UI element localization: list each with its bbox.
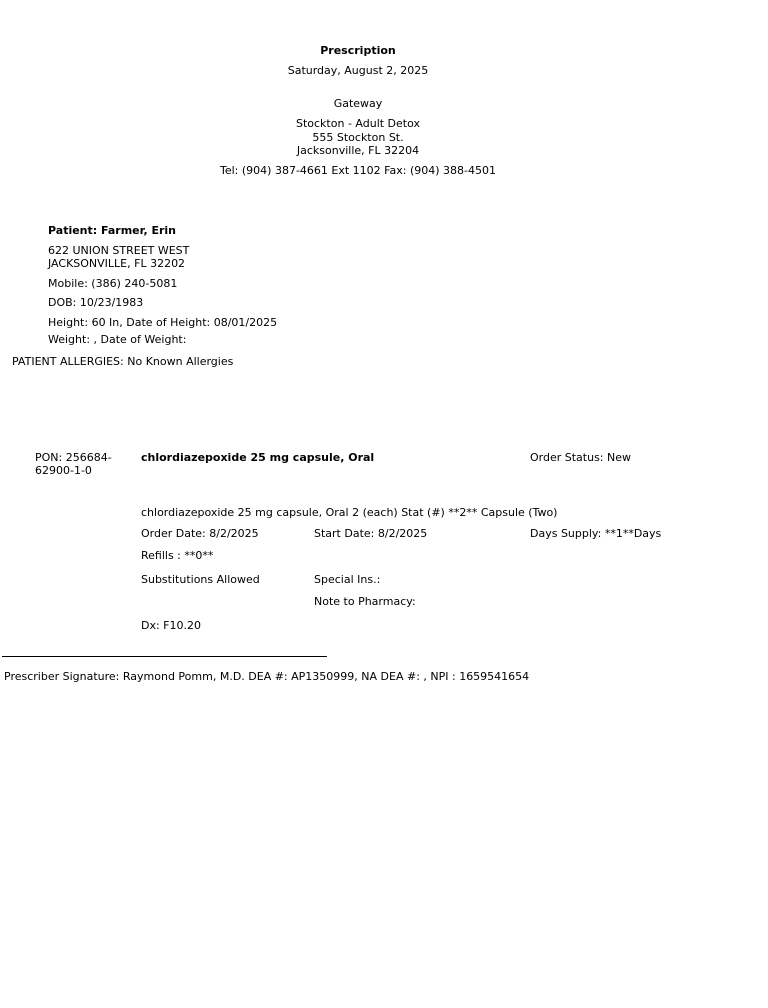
pon-line1: PON: 256684- bbox=[35, 451, 112, 464]
facility-name: Stockton - Adult Detox bbox=[295, 117, 421, 130]
refills: Refills : **0** bbox=[141, 549, 214, 562]
substitutions: Substitutions Allowed bbox=[141, 573, 260, 586]
patient-name: Patient: Farmer, Erin bbox=[48, 224, 176, 237]
patient-address-line2: JACKSONVILLE, FL 32202 bbox=[48, 257, 186, 270]
start-date: Start Date: 8/2/2025 bbox=[314, 527, 428, 540]
days-supply: Days Supply: **1**Days bbox=[530, 527, 662, 540]
document-title: Prescription bbox=[320, 44, 396, 57]
organization-name: Gateway bbox=[333, 97, 383, 110]
drug-sig: chlordiazepoxide 25 mg capsule, Oral 2 (each) Stat (#) **2** Capsule (Two) bbox=[141, 506, 558, 519]
order-date: Order Date: 8/2/2025 bbox=[141, 527, 259, 540]
note-to-pharmacy: Note to Pharmacy: bbox=[314, 595, 416, 608]
facility-street: 555 Stockton St. bbox=[312, 131, 404, 144]
patient-dob: DOB: 10/23/1983 bbox=[48, 296, 144, 309]
prescriber-signature: Prescriber Signature: Raymond Pomm, M.D. DEA #: AP1350999, NA DEA #: , NPI : 1659541654 bbox=[4, 670, 530, 683]
drug-title: chlordiazepoxide 25 mg capsule, Oral bbox=[141, 451, 375, 464]
patient-mobile: Mobile: (386) 240-5081 bbox=[48, 277, 178, 290]
patient-address-line1: 622 UNION STREET WEST bbox=[48, 244, 190, 257]
patient-weight: Weight: , Date of Weight: bbox=[48, 333, 187, 346]
diagnosis-code: Dx: F10.20 bbox=[141, 619, 202, 632]
patient-height: Height: 60 In, Date of Height: 08/01/2025 bbox=[48, 316, 278, 329]
patient-allergies: PATIENT ALLERGIES: No Known Allergies bbox=[12, 355, 234, 368]
special-instructions: Special Ins.: bbox=[314, 573, 381, 586]
signature-line bbox=[2, 656, 327, 657]
facility-city: Jacksonville, FL 32204 bbox=[296, 144, 420, 157]
order-status: Order Status: New bbox=[530, 451, 632, 464]
facility-phone: Tel: (904) 387-4661 Ext 1102 Fax: (904) 388-4501 bbox=[220, 164, 496, 177]
document-date: Saturday, August 2, 2025 bbox=[287, 64, 429, 77]
pon-line2: 62900-1-0 bbox=[35, 464, 92, 477]
